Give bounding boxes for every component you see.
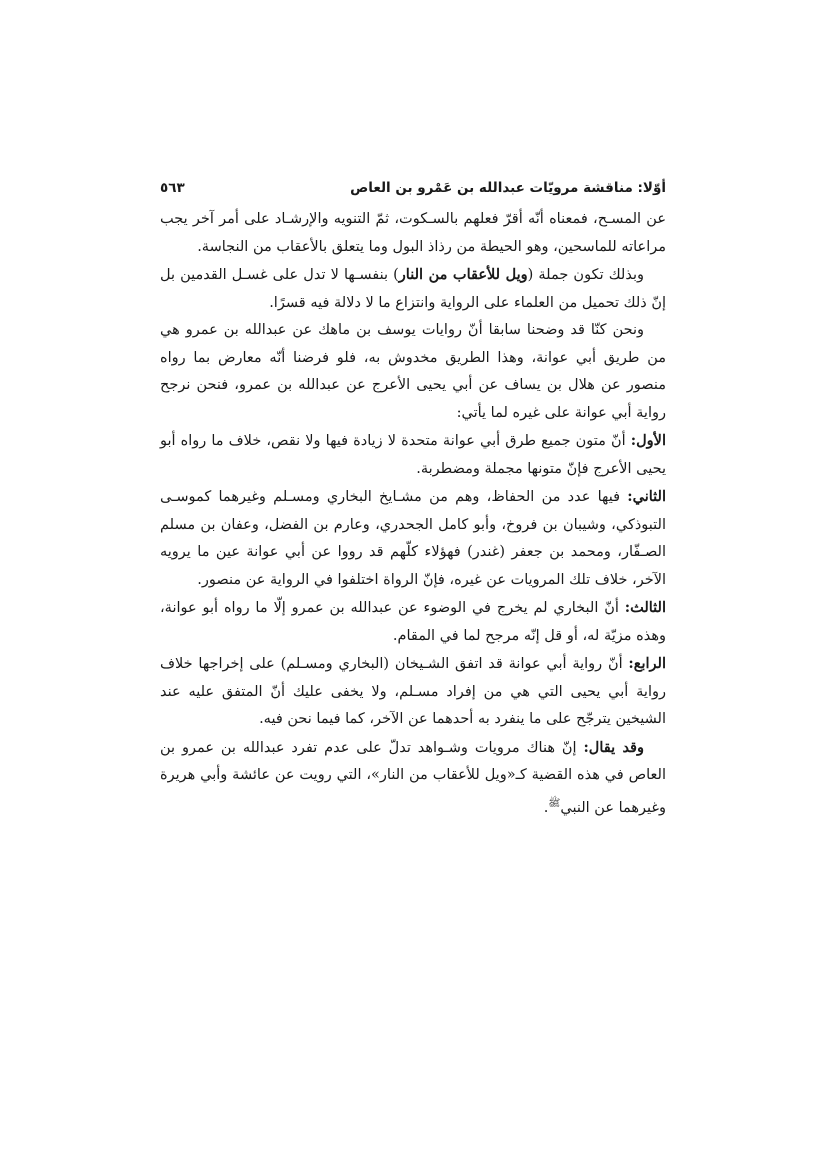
paragraph-end: . bbox=[543, 799, 549, 816]
paragraph-text-before: وبذلك تكون جملة ( bbox=[527, 267, 644, 283]
paragraph-text: إنّ هناك مرويات وشـواهد تدلّ على عدم تفرد عبدالله بن عمرو بن العاص في هذه القضية كـ«ويل للأعقاب من النار»، التي رويت عن عائشة وأبي هريرة وغيرهما عن النبي bbox=[160, 739, 666, 816]
paragraph-text-after: ) بنفسـها لا تدل على غسـل القدمين بل إنّ ذلك تحميل من العلماء على الرواية وانتزاع ما لا دلالة فيه قسرًا. bbox=[160, 267, 666, 311]
page-header bbox=[160, 180, 666, 196]
reason-lead: الثاني: bbox=[627, 488, 666, 505]
reason-lead: الأول: bbox=[630, 432, 666, 449]
document-page bbox=[160, 180, 666, 822]
paragraph-fourth-reason bbox=[160, 650, 666, 734]
paragraph-text: ونحن كنّا قد وضحنا سابقا أنّ روايات يوسف بن ماهك عن عبدالله بن عمرو هي من طريق أبي عوانة، وهذا الطريق مخدوش به، فلو فرضنا أنّه معارض بما رواه منصور عن هلال بن يساف عن أبي يحيى الأعرج عن عبدالله بن عمرو، فنحن نرجح رواية أبي عوانة على غيره لما يأتي: bbox=[160, 322, 666, 421]
paragraph-text: عن المسـح، فمعناه أنّه أقرّ فعلهم بالسـكوت، ثمّ التنويه والإرشـاد على أمر آخر يجب مراعاته للماسحين، وهو الحيطة من رذاذ البول وما يتعلق بالأعقاب من النجاسة. bbox=[160, 211, 666, 255]
paragraph-text: أنّ البخاري لم يخرج في الوضوء عن عبدالله بن عمرو إلّا ما رواه أبو عوانة، وهذه مزيّة له، أو قل إنّه مرجح لما في المقام. bbox=[160, 600, 666, 644]
reason-lead: الرابع: bbox=[628, 655, 666, 672]
paragraph-objection bbox=[160, 734, 666, 822]
honorific-symbol: ﷺ bbox=[548, 797, 561, 809]
objection-lead: وقد يقال: bbox=[583, 738, 644, 756]
paragraph-text: فيها عدد من الحفاظ، وهم من مشـايخ البخاري ومسـلم وغيرهما كموسـى التبوذكي، وشيبان بن فروخ، وأبو كامل الجحدري، وعارم بن الفضل، وعفان بن مسلم الصـفّار، ومحمد بن جعفر (غندر) فهؤلاء كلّهم قد رووا عن أبي عوانة عين ما يرويه الآخر، خلاف تلك المرويات عن غيره، فإنّ الرواة اختلفوا في الرواية عن منصور. bbox=[160, 489, 666, 588]
quoted-phrase: ويل للأعقاب من النار bbox=[398, 266, 528, 283]
paragraph-second-reason bbox=[160, 483, 666, 594]
page-number: ٥٦٣ bbox=[160, 180, 185, 196]
paragraph-2 bbox=[160, 261, 666, 317]
running-title: أوّلا: مناقشة مرويّات عبدالله بن عَمْرو بن العاص bbox=[350, 180, 666, 196]
paragraph-3 bbox=[160, 317, 666, 427]
paragraph-1 bbox=[160, 206, 666, 261]
body-text bbox=[160, 206, 666, 822]
paragraph-text: أنّ متون جميع طرق أبي عوانة متحدة لا زيادة فيها ولا نقص، خلاف ما رواه أبو يحيى الأعرج فإنّ متونها مجملة ومضطربة. bbox=[160, 433, 666, 477]
reason-lead: الثالث: bbox=[624, 599, 666, 616]
paragraph-third-reason bbox=[160, 594, 666, 650]
paragraph-text: أنّ رواية أبي عوانة قد اتفق الشـيخان (البخاري ومسـلم) على إخراجها خلاف رواية أبي يحيى التي هي من إفراد مسـلم، ولا يخفى عليك أنّ المتفق عليه عند الشيخين يترجّح على ما ينفرد به أحدهما عن الآخر، كما فيما نحن فيه. bbox=[160, 656, 666, 727]
paragraph-first-reason bbox=[160, 427, 666, 483]
